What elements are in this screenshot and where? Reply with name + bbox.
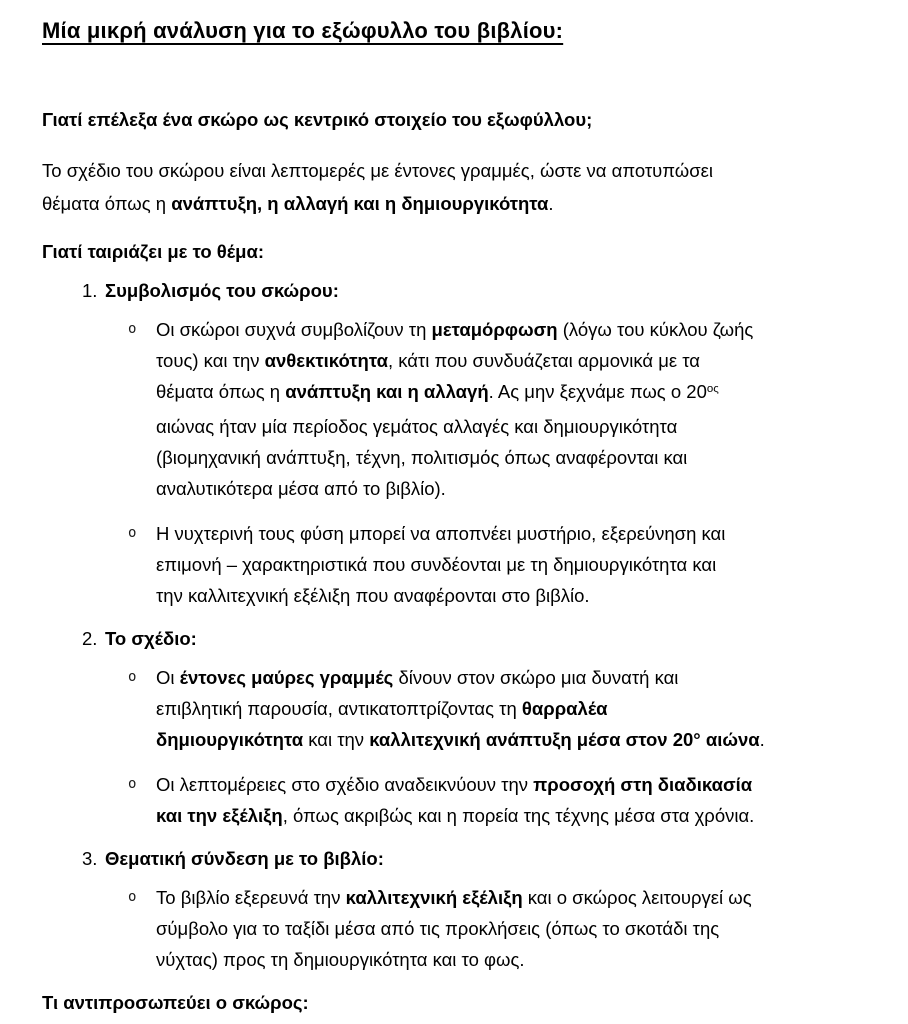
bullet-item-1-1 [128,314,860,504]
text-line: Η νυχτερινή τους φύση μπορεί να αποπνέει μυστήριο, εξερεύνηση και [156,523,726,544]
item-2-number: 2. [82,628,98,649]
fit-heading: Γιατί ταιριάζει με το θέμα: [42,241,264,262]
bullet-marker-icon: o [128,525,137,541]
text-line: θέματα όπως η ανάπτυξη και η αλλαγή. Ας μην ξεχνάμε πως ο $20^{o\varsigma}$ [156,381,719,402]
item-1-number: 1. [82,280,98,301]
text-line: νύχτας) προς τη δημιουργικότητα και το φως. [156,949,525,970]
bullet-marker-icon: o [128,669,137,685]
text-line: (βιομηχανική ανάπτυξη, τέχνη, πολιτισμός όπως αναφέρονται και [156,447,688,468]
text-line: Οι λεπτομέρειες στο σχέδιο αναδεικνύουν την προσοχή στη διαδικασία [156,774,753,795]
bullet-item-2-2 [128,769,860,831]
text-line: θέματα όπως η ανάπτυξη, η αλλαγή και η δημιουργικότητα. [42,193,554,214]
text-line: σύμβολο για το ταξίδι μέσα από τις προκλήσεις (όπως το σκοτάδι της [156,918,720,939]
intro-paragraph [42,154,860,220]
numbered-item-3 [82,845,860,872]
bullet-text [156,662,765,755]
text-line: Οι έντονες μαύρες γραμμές δίνουν στον σκώρο μια δυνατή και [156,667,679,688]
numbered-item-2 [82,625,860,652]
text-line: Οι σκώροι συχνά συμβολίζουν τη μεταμόρφωση (λόγω του κύκλου ζωής [156,319,754,340]
document-title: Μία μικρή ανάλυση για το εξώφυλλο του βιβλίου: [42,18,564,43]
bullet-text [156,518,725,611]
text-line: Το σχέδιο του σκώρου είναι λεπτομερές με έντονες γραμμές, ώστε να αποτυπώσει [42,160,714,181]
bullet-marker-icon: o [128,889,137,905]
text-line: επιμονή – χαρακτηριστικά που συνδέονται με τη δημιουργικότητα και [156,554,717,575]
item-3-heading: Θεματική σύνδεση με το βιβλίο: [105,848,384,869]
text-line: δημιουργικότητα και την καλλιτεχνική ανάπτυξη μέσα στον 20° αιώνα. [156,729,765,750]
bullet-marker-icon: o [128,321,137,337]
bullet-marker-icon: o [128,776,137,792]
item-2-heading: Το σχέδιο: [105,628,197,649]
bullet-item-2-1 [128,662,860,755]
closing-heading: Τι αντιπροσωπεύει ο σκώρος: [42,992,309,1013]
text-line: αναλυτικότερα μέσα από το βιβλίο). [156,478,446,499]
bullet-item-1-2 [128,518,860,611]
text-line: Το βιβλίο εξερευνά την καλλιτεχνική εξέλιξη και ο σκώρος λειτουργεί ως [156,887,752,908]
text-line: την καλλιτεχνική εξέλιξη που αναφέρονται στο βιβλίο. [156,585,590,606]
bullet-item-3-1 [128,882,860,975]
text-line: και την εξέλιξη, όπως ακριβώς και η πορεία της τέχνης μέσα στα χρόνια. [156,805,755,826]
text-line: τους) και την ανθεκτικότητα, κάτι που συνδυάζεται αρμονικά με τα [156,350,701,371]
numbered-item-1 [82,277,860,304]
question-heading: Γιατί επέλεξα ένα σκώρο ως κεντρικό στοιχείο του εξωφύλλου; [42,109,593,130]
bullet-text [156,314,753,504]
text-line: αιώνας ήταν μία περίοδος γεμάτος αλλαγές και δημιουργικότητα [156,416,678,437]
bullet-text [156,769,754,831]
item-3-number: 3. [82,848,98,869]
bullet-text [156,882,752,975]
text-line: επιβλητική παρουσία, αντικατοπτρίζοντας τη θαρραλέα [156,698,608,719]
item-1-heading: Συμβολισμός του σκώρου: [105,280,339,301]
